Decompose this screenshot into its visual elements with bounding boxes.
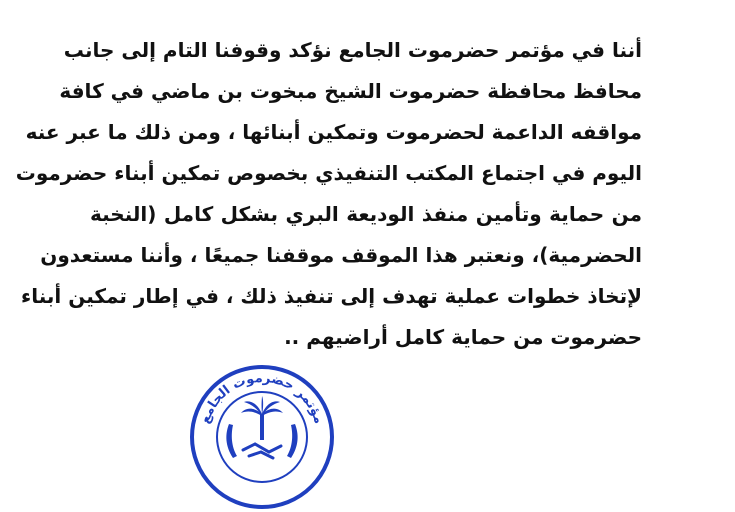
dagger-icon-right bbox=[287, 424, 298, 458]
palm-tree-icon bbox=[241, 396, 283, 440]
statement-line-5: من حماية وتأمين منفذ الوديعة البري بشكل كامل (النخبة bbox=[90, 202, 642, 226]
statement-line-6: الحضرمية)، ونعتبر هذا الموقف موقفنا جميعًا ، وأننا مستعدون bbox=[40, 243, 642, 267]
statement-line-4: اليوم في اجتماع المكتب التنفيذي بخصوص تمكين أبناء حضرموت bbox=[15, 161, 642, 185]
statement-line-7: لإتخاذ خطوات عملية تهدف إلى تنفيذ ذلك ، في إطار تمكين أبناء bbox=[21, 284, 642, 308]
handshake-icon bbox=[243, 444, 281, 458]
statement-text bbox=[15, 30, 642, 358]
statement-line-1: أننا في مؤتمر حضرموت الجامع نؤكد وقوفنا التام إلى جانب bbox=[63, 38, 642, 62]
statement-line-2: محافظ محافظة حضرموت الشيخ مبخوت بن ماضي في كافة bbox=[59, 79, 642, 103]
statement-line-8: حضرموت من حماية كامل أراضيهم .. bbox=[284, 325, 642, 349]
dagger-icon-left bbox=[226, 424, 237, 458]
conference-seal-logo bbox=[187, 362, 337, 512]
statement-line-3: مواقفه الداعمة لحضرموت وتمكين أبنائها ، ومن ذلك ما عبر عنه bbox=[25, 120, 642, 144]
seal-arc-text: مؤتمر حضرموت الجامع bbox=[197, 370, 327, 426]
